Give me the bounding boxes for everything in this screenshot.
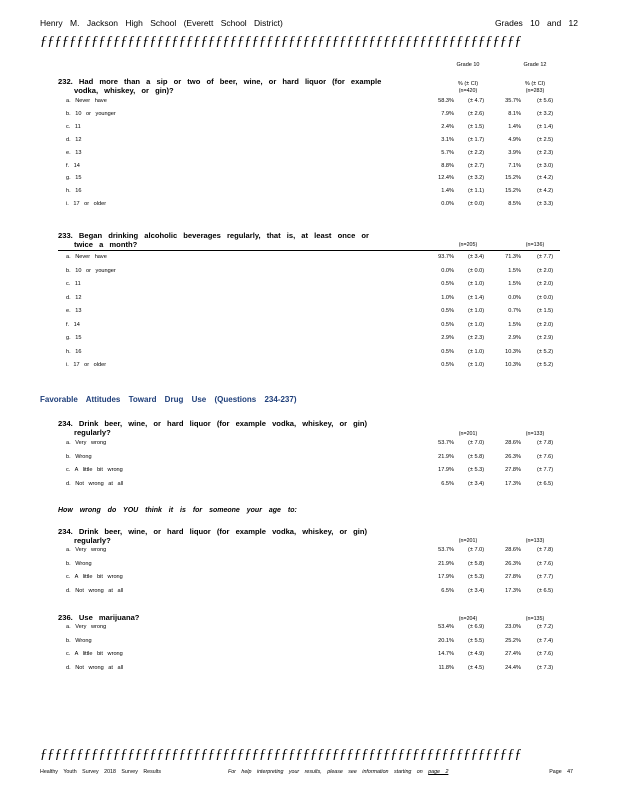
table-row — [66, 465, 560, 476]
grade12-percent: 1.4% — [508, 123, 521, 130]
grade12-ci: (± 7.6) — [537, 453, 554, 460]
grade12-percent: 8.1% — [508, 110, 521, 117]
grade12-ci: (± 7.7) — [537, 574, 554, 581]
table-row — [66, 622, 560, 633]
grade10-percent: 58.3% — [438, 98, 454, 104]
table-row — [66, 306, 560, 317]
grade10-ci: (± 4.7) — [468, 98, 485, 104]
table-row — [66, 636, 560, 647]
grade12-percent: 71.3% — [505, 254, 521, 260]
grade12-ci: (± 7.2) — [537, 624, 554, 630]
grade12-percent: 27.4% — [505, 651, 521, 658]
response-label: b. Wrong — [66, 560, 92, 567]
q236-n10: (n=204) — [458, 616, 478, 622]
grade12-percent: 1.5% — [508, 321, 521, 328]
table-row — [66, 649, 560, 660]
response-label: c. 11 — [66, 281, 81, 287]
grade10-percent: 0.5% — [441, 308, 454, 314]
q232-title-line1: 232. Had more than a sip or two of beer, wine, or hard liquor (for example — [58, 77, 382, 86]
response-label: c. A little bit wrong — [66, 467, 123, 474]
grade12-percent: 27.8% — [505, 574, 521, 581]
grade10-ci: (± 7.0) — [468, 440, 485, 446]
grade10-percent: 0.0% — [441, 201, 454, 208]
grade12-percent: 28.6% — [505, 547, 521, 553]
grade10-ci: (± 0.0) — [468, 267, 485, 274]
grade12-ci: (± 2.0) — [537, 281, 554, 287]
q233-title — [58, 231, 369, 249]
response-label: b. Wrong — [66, 637, 92, 644]
response-label: a. Very wrong — [66, 624, 107, 630]
q232-title-line2: vodka, whiskey, or gin)? — [74, 86, 174, 95]
grade12-ci: (± 7.6) — [537, 651, 554, 658]
q234b-n12: (n=133) — [525, 538, 545, 544]
table-row — [66, 266, 560, 277]
table-row — [66, 479, 560, 490]
table-row — [66, 199, 560, 210]
response-label: a. Never have — [66, 98, 107, 104]
grade10-percent: 2.9% — [441, 335, 454, 341]
grade10-ci: (± 1.4) — [468, 294, 485, 301]
grade10-ci: (± 5.8) — [468, 560, 485, 567]
grade10-percent: 1.4% — [441, 188, 454, 195]
grade12-ci: (± 4.2) — [537, 188, 554, 195]
footer-help-text: For help interpreting your results, please see information starting on — [228, 769, 423, 775]
grade12-ci: (± 4.2) — [537, 175, 554, 182]
q234b-title-line1: 234. Drink beer, wine, or hard liquor (for example vodka, whiskey, or gin) — [58, 527, 368, 536]
grade12-ci: (± 3.3) — [537, 201, 554, 208]
grade10-percent: 2.4% — [441, 123, 454, 130]
table-row — [66, 135, 560, 146]
table-row — [66, 186, 560, 197]
grade10-percent: 8.8% — [441, 162, 454, 169]
grade10-ci: (± 4.9) — [468, 651, 485, 658]
grade12-percent: 35.7% — [505, 98, 521, 104]
grade12-percent: 7.1% — [508, 162, 521, 169]
grade12-ci: (± 3.2) — [537, 110, 554, 117]
top-rule: ƒƒƒƒƒƒƒƒƒƒƒƒƒƒƒƒƒƒƒƒƒƒƒƒƒƒƒƒƒƒƒƒƒƒƒƒƒƒƒƒƒƒƒƒƒƒƒƒƒƒƒƒƒƒƒƒƒƒƒƒƒƒƒƒƒƒ — [40, 34, 522, 49]
q236-title-line1: 236. Use marijuana? — [58, 613, 140, 622]
q234a-n12: (n=133) — [525, 431, 545, 437]
response-label: d. Not wrong at all — [66, 588, 124, 595]
table-row — [66, 360, 560, 371]
grade10-ci: (± 2.3) — [468, 335, 485, 341]
grade12-ci: (± 6.5) — [537, 588, 554, 595]
grade10-ci: (± 1.0) — [468, 281, 485, 287]
grade12-percent: 1.5% — [508, 267, 521, 274]
grade10-ci: (± 0.0) — [468, 201, 485, 208]
grade12-ci: (± 5.2) — [537, 348, 554, 355]
grade10-percent: 1.0% — [441, 294, 454, 301]
grade10-ci: (± 5.8) — [468, 453, 485, 460]
section-title: Favorable Attitudes Toward Drug Use (Questions 234-237) — [40, 395, 297, 404]
table-row — [66, 663, 560, 674]
grade10-ci: (± 5.3) — [468, 467, 485, 474]
grade10-percent: 6.5% — [441, 481, 454, 488]
table-row — [66, 586, 560, 597]
response-label: f. 14 — [66, 162, 80, 169]
table-row — [66, 109, 560, 120]
grade12-ci: (± 7.7) — [537, 254, 554, 260]
grade10-percent: 14.7% — [438, 651, 454, 658]
response-label: a. Very wrong — [66, 547, 107, 553]
response-label: d. Not wrong at all — [66, 665, 124, 672]
grade12-percent: 1.5% — [508, 281, 521, 287]
table-row — [66, 148, 560, 159]
q234a-n10: (n=201) — [458, 431, 478, 437]
q233-divider — [58, 250, 560, 251]
response-label: b. 10 or younger — [66, 267, 116, 274]
table-row — [66, 122, 560, 133]
grade10-percent: 53.7% — [438, 440, 454, 446]
response-label: i. 17 or older — [66, 201, 107, 208]
grade12-ci: (± 7.3) — [537, 665, 554, 672]
grade12-ci: (± 2.0) — [537, 321, 554, 328]
response-label: h. 16 — [66, 188, 82, 195]
grade12-column-header: Grade 12 — [523, 62, 547, 68]
grade10-ci: (± 3.4) — [468, 254, 485, 260]
grade10-percent: 0.5% — [441, 321, 454, 328]
response-label: c. A little bit wrong — [66, 574, 123, 581]
grades-header: Grades 10 and 12 — [494, 18, 578, 28]
q234b-n10: (n=201) — [458, 538, 478, 544]
footer-page-link[interactable]: page 2 — [428, 769, 449, 775]
grade12-percent: 28.6% — [505, 440, 521, 446]
grade12-ci: (± 7.8) — [537, 440, 554, 446]
grade12-ci: (± 7.6) — [537, 560, 554, 567]
grade10-ci: (± 2.6) — [468, 110, 485, 117]
grade10-ci: (± 7.0) — [468, 547, 485, 553]
q232-n12: (n=283) — [525, 88, 545, 94]
grade10-ci: (± 1.1) — [468, 188, 485, 195]
grade10-ci: (± 4.5) — [468, 665, 485, 672]
grade10-ci: (± 5.3) — [468, 574, 485, 581]
grade12-ci: (± 7.8) — [537, 547, 554, 553]
grade12-percent: 26.3% — [505, 560, 521, 567]
grade10-ci: (± 5.5) — [468, 637, 485, 644]
q233-n12: (n=136) — [525, 242, 545, 248]
table-row — [66, 96, 560, 107]
grade10-ci: (± 1.0) — [468, 362, 485, 368]
grade12-percent: 15.2% — [505, 175, 521, 182]
grade12-ci: (± 5.6) — [537, 98, 554, 104]
response-label: b. 10 or younger — [66, 110, 116, 117]
grade12-ci: (± 2.3) — [537, 149, 554, 156]
grade12-ci: (± 2.9) — [537, 335, 554, 341]
grade10-percent: 5.7% — [441, 149, 454, 156]
grade10-ci: (± 1.0) — [468, 348, 485, 355]
school-header: Henry M. Jackson High School (Everett School District) — [40, 18, 283, 28]
grade10-ci: (± 6.9) — [468, 624, 485, 630]
grade10-percent: 7.9% — [441, 110, 454, 117]
response-label: a. Very wrong — [66, 440, 107, 446]
grade10-percent: 93.7% — [438, 254, 454, 260]
grade12-ci: (± 0.0) — [537, 294, 554, 301]
footer-left: Healthy Youth Survey 2018 Survey Results — [40, 769, 161, 775]
response-label: i. 17 or older — [66, 362, 107, 368]
grade12-percent: 17.3% — [505, 588, 521, 595]
grade12-ci: (± 1.5) — [537, 308, 554, 314]
grade10-percent: 6.5% — [441, 588, 454, 595]
table-row — [66, 173, 560, 184]
response-label: d. 12 — [66, 294, 82, 301]
grade12-ci: (± 7.4) — [537, 637, 554, 644]
table-row — [66, 452, 560, 463]
table-row — [66, 252, 560, 263]
table-row — [66, 161, 560, 172]
grade12-ci: (± 1.4) — [537, 123, 554, 130]
grade12-percent: 8.5% — [508, 201, 521, 208]
grade12-ci: (± 7.7) — [537, 467, 554, 474]
grade12-ci: (± 2.5) — [537, 136, 554, 143]
response-label: e. 13 — [66, 149, 82, 156]
table-row — [66, 559, 560, 570]
table-row — [66, 347, 560, 358]
grade10-ci: (± 3.2) — [468, 175, 485, 182]
q232-n10: (n=420) — [458, 88, 478, 94]
grade12-percent: 25.2% — [505, 637, 521, 644]
response-label: e. 13 — [66, 308, 82, 314]
response-label: d. 12 — [66, 136, 82, 143]
response-label: g. 15 — [66, 175, 82, 182]
grade10-percent: 21.9% — [438, 560, 454, 567]
grade10-percent: 0.0% — [441, 267, 454, 274]
table-row — [66, 438, 560, 449]
table-row — [66, 333, 560, 344]
grade12-ci: (± 2.0) — [537, 267, 554, 274]
q234b-title — [58, 527, 367, 545]
grade10-ci: (± 1.0) — [468, 321, 485, 328]
grade10-ci: (± 1.5) — [468, 123, 485, 130]
q233-title-line2: twice a month? — [74, 240, 138, 249]
grade12-ci: (± 6.5) — [537, 481, 554, 488]
response-label: c. 11 — [66, 123, 81, 130]
table-row — [66, 279, 560, 290]
grade12-percent: 2.9% — [508, 335, 521, 341]
response-label: a. Never have — [66, 254, 107, 260]
grade10-percent: 0.5% — [441, 348, 454, 355]
q232-title — [58, 77, 381, 95]
grade12-percent: 0.7% — [508, 308, 521, 314]
grade12-percent: 3.9% — [508, 149, 521, 156]
grade12-percent: 23.0% — [505, 624, 521, 630]
table-row — [66, 320, 560, 331]
q234b-title-line2: regularly? — [74, 536, 111, 545]
table-row — [66, 572, 560, 583]
response-label: f. 14 — [66, 321, 80, 328]
grade10-ci: (± 1.7) — [468, 136, 485, 143]
table-row — [66, 545, 560, 556]
q234a-title-line2: regularly? — [74, 428, 111, 437]
grade10-percent: 20.1% — [438, 637, 454, 644]
grade12-percent: 0.0% — [508, 294, 521, 301]
table-row — [66, 293, 560, 304]
grade10-percent: 11.8% — [438, 665, 454, 672]
grade10-ci: (± 3.4) — [468, 481, 485, 488]
grade10-ci: (± 2.7) — [468, 162, 485, 169]
grade12-percent: 26.3% — [505, 453, 521, 460]
bottom-rule: ƒƒƒƒƒƒƒƒƒƒƒƒƒƒƒƒƒƒƒƒƒƒƒƒƒƒƒƒƒƒƒƒƒƒƒƒƒƒƒƒƒƒƒƒƒƒƒƒƒƒƒƒƒƒƒƒƒƒƒƒƒƒƒƒƒƒ — [40, 747, 522, 762]
footer-page-number: Page 47 — [549, 769, 573, 775]
q236-n12: (n=135) — [525, 616, 545, 622]
grade10-ci: (± 3.4) — [468, 588, 485, 595]
grade10-percent: 12.4% — [438, 175, 454, 182]
response-label: b. Wrong — [66, 453, 92, 460]
grade10-percent: 53.7% — [438, 547, 454, 553]
q233-n10: (n=205) — [458, 242, 478, 248]
grade12-percent: 17.3% — [505, 481, 521, 488]
grade12-percent: 27.8% — [505, 467, 521, 474]
response-label: g. 15 — [66, 335, 82, 341]
grade12-percent: 10.3% — [505, 348, 521, 355]
grade12-ci: (± 3.0) — [537, 162, 554, 169]
grade12-ci: (± 5.2) — [537, 362, 554, 368]
footer-help — [228, 769, 448, 775]
q234a-title-line1: 234. Drink beer, wine, or hard liquor (for example vodka, whiskey, or gin) — [58, 419, 368, 428]
grade12-percent: 24.4% — [505, 665, 521, 672]
grade12-percent: 15.2% — [505, 188, 521, 195]
q233-title-line1: 233. Began drinking alcoholic beverages regularly, that is, at least once or — [58, 231, 369, 240]
grade10-percent: 17.9% — [438, 574, 454, 581]
grade10-percent: 17.9% — [438, 467, 454, 474]
grade10-percent: 0.5% — [441, 281, 454, 287]
grade10-percent: 0.5% — [441, 362, 454, 368]
q234a-title — [58, 419, 367, 437]
q236-title — [58, 613, 139, 622]
grade12-pct-header: % (± CI) — [524, 81, 546, 87]
grade10-percent: 3.1% — [441, 136, 454, 143]
response-label: d. Not wrong at all — [66, 481, 124, 488]
response-label: h. 16 — [66, 348, 82, 355]
grade12-percent: 10.3% — [505, 362, 521, 368]
grade10-ci: (± 2.2) — [468, 149, 485, 156]
grade10-column-header: Grade 10 — [456, 62, 480, 68]
grade10-percent: 53.4% — [438, 624, 454, 630]
grade10-ci: (± 1.0) — [468, 308, 485, 314]
grade10-pct-header: % (± CI) — [457, 81, 479, 87]
response-label: c. A little bit wrong — [66, 651, 123, 658]
attitude-prompt: How wrong do YOU think it is for someone your age to: — [58, 507, 297, 514]
grade12-percent: 4.9% — [508, 136, 521, 143]
grade10-percent: 21.9% — [438, 453, 454, 460]
